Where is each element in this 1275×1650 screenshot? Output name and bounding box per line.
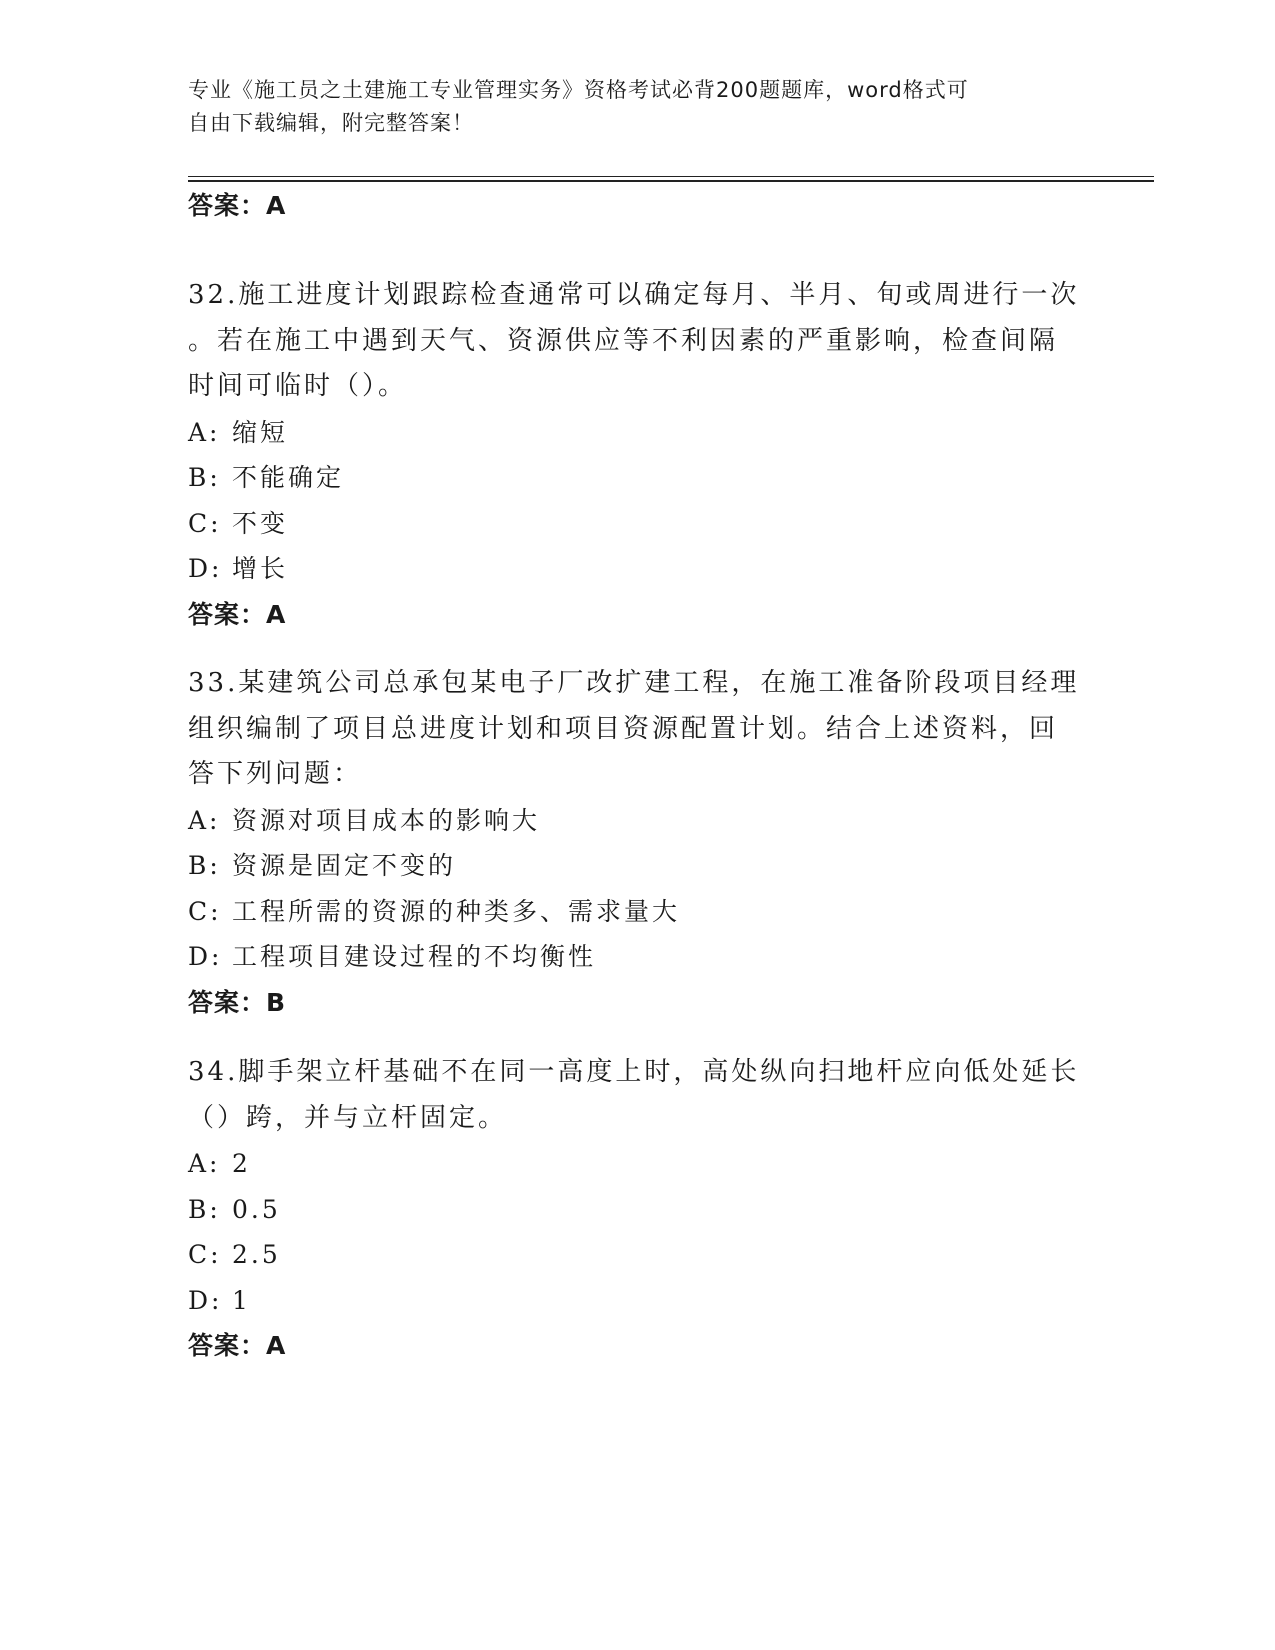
option-b: B: 资源是固定不变的 [188, 851, 457, 880]
question-line: 34.脚手架立杆基础不在同一高度上时，高处纵向扫地杆应向低处延长 [188, 1057, 1080, 1087]
question-line: 32.施工进度计划跟踪检查通常可以确定每月、半月、旬或周进行一次 [188, 280, 1080, 310]
answer-label: 答案： [188, 191, 267, 220]
question-line: 时间可临时（）。 [188, 371, 408, 401]
answer-32 [188, 592, 1088, 637]
document-header [188, 74, 1068, 140]
question-32 [188, 273, 1088, 637]
question-line: 组织编制了项目总进度计划和项目资源配置计划。结合上述资料，回 [188, 713, 1059, 744]
option-b: B: 0.5 [188, 1194, 281, 1224]
answer-value: B [266, 987, 287, 1017]
header-rule-thick [188, 180, 1154, 182]
question-line: 答下列问题： [188, 759, 363, 789]
question-text [188, 273, 1088, 410]
header-line-1: 专业《施工员之土建施工专业管理实务》资格考试必背200题题库，word格式可 [188, 78, 969, 102]
option-d: D: 1 [188, 1285, 251, 1315]
answer-value: A [266, 599, 287, 629]
question-34 [188, 1050, 1088, 1368]
question-33 [188, 661, 1088, 1025]
option-a: A: 资源对项目成本的影响大 [188, 805, 541, 835]
option-d: D: 增长 [188, 554, 289, 583]
answer-31 [188, 183, 1088, 228]
answer-label: 答案： [188, 987, 267, 1017]
header-rule-thin [188, 176, 1154, 177]
option-a: A: 缩短 [188, 417, 289, 447]
option-b: B: 不能确定 [188, 463, 345, 492]
question-line: 33.某建筑公司总承包某电子厂改扩建工程，在施工准备阶段项目经理 [188, 668, 1080, 698]
answer-34 [188, 1323, 1088, 1368]
option-c: C: 2.5 [188, 1240, 281, 1269]
question-line: （）跨，并与立杆固定。 [188, 1102, 508, 1133]
answer-33 [188, 980, 1088, 1025]
header-line-2: 自由下载编辑，附完整答案！ [188, 111, 474, 135]
answer-value: A [266, 191, 287, 220]
option-c: C: 工程所需的资源的种类多、需求量大 [188, 896, 681, 926]
question-line: 。若在施工中遇到天气、资源供应等不利因素的严重影响，检查间隔 [188, 325, 1059, 356]
option-a: A: 2 [188, 1149, 251, 1178]
option-d: D: 工程项目建设过程的不均衡性 [188, 942, 597, 971]
question-text [188, 1050, 1088, 1141]
answer-value: A [266, 1331, 287, 1360]
answer-label: 答案： [188, 599, 267, 629]
answer-label: 答案： [188, 1331, 267, 1360]
question-text [188, 661, 1088, 798]
option-c: C: 不变 [188, 508, 289, 538]
